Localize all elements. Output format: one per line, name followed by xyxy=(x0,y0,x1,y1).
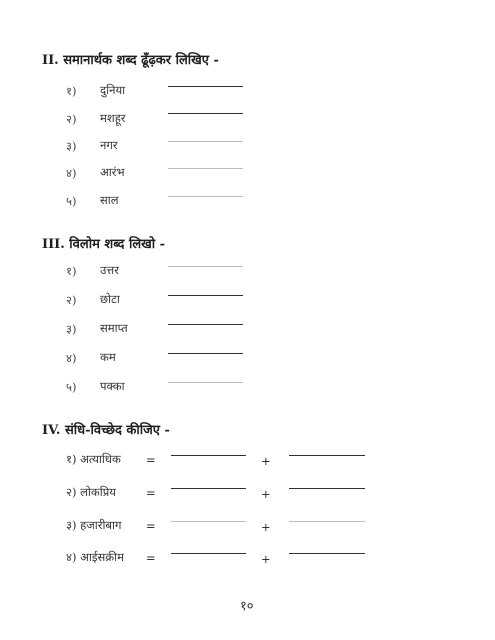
answer-line xyxy=(168,141,243,142)
item-number: ३) xyxy=(66,139,77,153)
answer-line xyxy=(168,353,243,354)
item-word: दुनिया xyxy=(100,83,126,97)
sandhi-word: ३) हजारीबाग xyxy=(66,518,122,532)
item-word: समाप्त xyxy=(100,321,128,335)
item-word: पक्का xyxy=(100,379,125,393)
item-number: ४) xyxy=(66,166,77,180)
sandhi-word: १) अत्याधिक xyxy=(66,452,121,466)
item-word: मशहूर xyxy=(100,111,126,125)
item-word: छोटा xyxy=(100,292,120,306)
item-number: ४) xyxy=(66,351,77,365)
equals-sign: = xyxy=(146,453,156,467)
item-number: २) xyxy=(66,112,77,126)
item-number: ५) xyxy=(66,194,77,208)
plus-sign: + xyxy=(261,520,271,534)
answer-line xyxy=(168,295,243,296)
answer-line xyxy=(168,324,243,325)
answer-line xyxy=(289,488,365,489)
answer-line xyxy=(171,521,246,522)
answer-line xyxy=(289,455,365,456)
equals-sign: = xyxy=(146,519,156,533)
item-word: साल xyxy=(100,193,119,207)
equals-sign: = xyxy=(146,486,156,500)
answer-line xyxy=(168,266,243,267)
item-number: १) xyxy=(66,264,77,278)
item-number: २) xyxy=(66,293,77,307)
answer-line xyxy=(168,113,243,114)
item-number: १) xyxy=(66,84,77,98)
answer-line xyxy=(168,86,243,87)
answer-line xyxy=(168,382,243,383)
sandhi-word: ४) आईसक्रीम xyxy=(66,550,124,564)
sandhi-word: २) लोकप्रिय xyxy=(66,485,116,499)
plus-sign: + xyxy=(261,552,271,566)
section-4-heading: IV. संधि-विच्छेद कीजिए - xyxy=(42,423,170,438)
plus-sign: + xyxy=(261,487,271,501)
answer-line xyxy=(289,521,365,522)
answer-line xyxy=(168,196,243,197)
equals-sign: = xyxy=(146,551,156,565)
item-word: कम xyxy=(100,350,116,364)
item-number: ५) xyxy=(66,380,77,394)
item-word: उत्तर xyxy=(100,263,119,277)
answer-line xyxy=(289,553,365,554)
item-word: नगर xyxy=(100,138,118,152)
item-number: ३) xyxy=(66,322,77,336)
plus-sign: + xyxy=(261,454,271,468)
answer-line xyxy=(171,488,246,489)
answer-line xyxy=(171,455,246,456)
section-3-heading: III. विलोम शब्द लिखो - xyxy=(42,237,166,252)
item-word: आरंभ xyxy=(100,165,125,179)
answer-line xyxy=(171,553,246,554)
page-number: १० xyxy=(240,599,254,614)
answer-line xyxy=(168,168,243,169)
section-2-heading: II. समानार्थक शब्द ढूँढ़कर लिखिए - xyxy=(42,53,219,68)
